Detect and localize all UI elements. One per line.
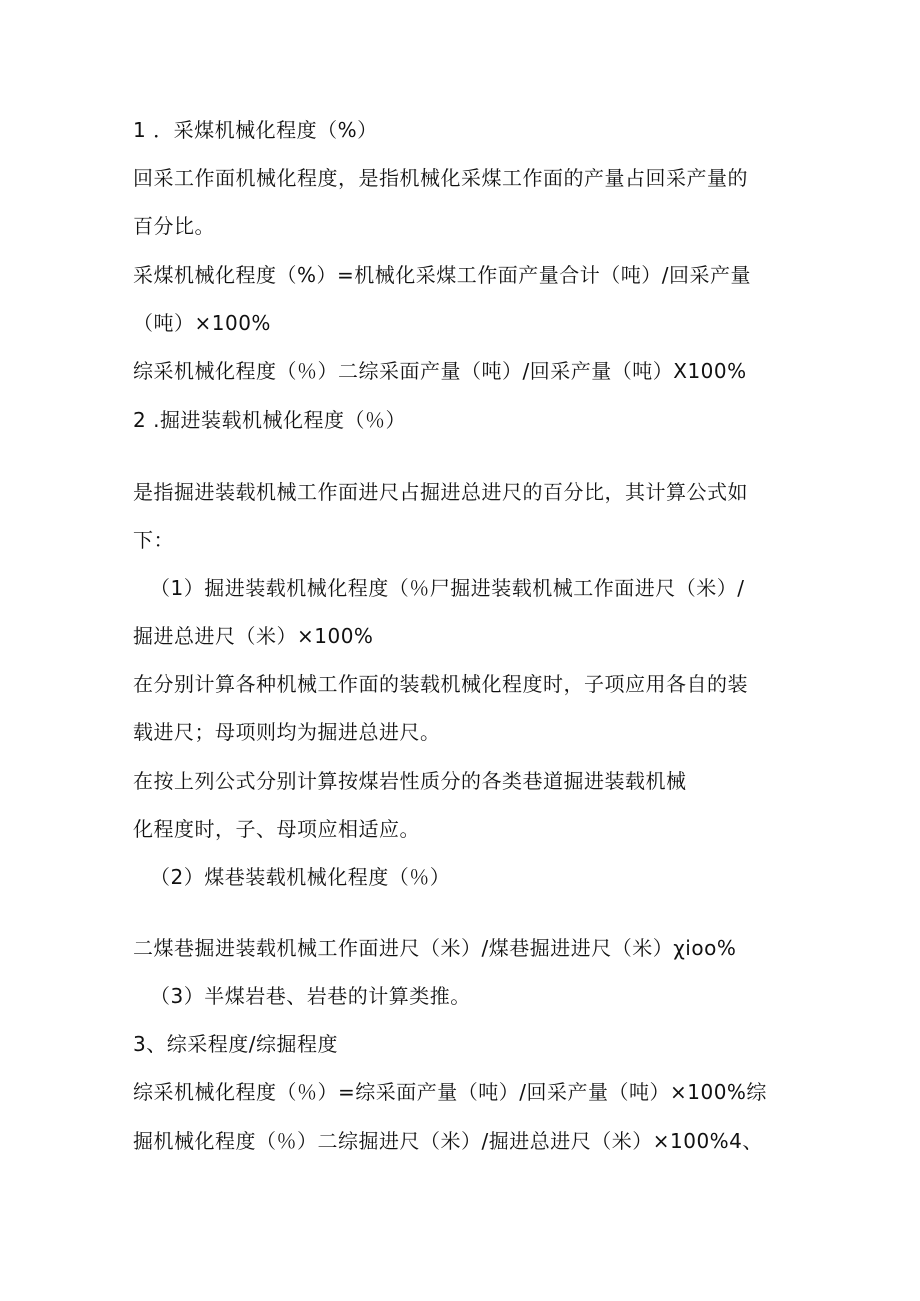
paragraph-line: 在按上列公式分别计算按煤岩性质分的各类巷道掘进装载机械 xyxy=(133,769,687,793)
paragraph-line: 百分比。 xyxy=(133,214,215,238)
formula-line: （吨）×100% xyxy=(133,311,271,335)
paragraph-line: 是指掘进装载机械工作面进尺占掘进总进尺的百分比，其计算公式如 xyxy=(133,480,748,504)
formula-line: 掘进总进尺（米）×100% xyxy=(133,624,374,648)
formula-line: 二煤巷掘进装载机械工作面进尺（米）/煤巷掘进进尺（米）χioo% xyxy=(133,936,737,960)
formula-line: 综采机械化程度（％）=综采面产量（吨）/回采产量（吨）×100%综 xyxy=(133,1080,767,1104)
formula-line: （1）掘进装载机械化程度（％尸掘进装载机械工作面进尺（米）/ xyxy=(150,576,745,600)
section-3-heading: 3、综采程度/综掘程度 xyxy=(133,1032,338,1056)
formula-line: 掘机械化程度（％）二综掘进尺（米）/掘进总进尺（米）×100%4、 xyxy=(133,1129,763,1153)
paragraph-line: 化程度时，子、母项应相适应。 xyxy=(133,817,420,841)
paragraph-line: 在分别计算各种机械工作面的装载机械化程度时，子项应用各自的装 xyxy=(133,672,748,696)
paragraph-line: 下： xyxy=(133,528,174,552)
paragraph-line: 回采工作面机械化程度，是指机械化采煤工作面的产量占回采产量的 xyxy=(133,166,748,190)
formula-line: 采煤机械化程度（%）=机械化采煤工作面产量合计（吨）/回采产量 xyxy=(133,263,751,287)
section-2-heading: 2 .掘进装载机械化程度（％） xyxy=(133,408,406,432)
section-1-heading: 1 ．采煤机械化程度（%） xyxy=(133,118,378,142)
paragraph-line: 载进尺；母项则均为掘进总进尺。 xyxy=(133,720,441,744)
formula-line: 综采机械化程度（％）二综采面产量（吨）/回采产量（吨）X100% xyxy=(133,359,747,383)
subsection-heading: （2）煤巷装载机械化程度（％） xyxy=(150,865,451,889)
subsection-heading: （3）半煤岩巷、岩巷的计算类推。 xyxy=(150,984,471,1008)
